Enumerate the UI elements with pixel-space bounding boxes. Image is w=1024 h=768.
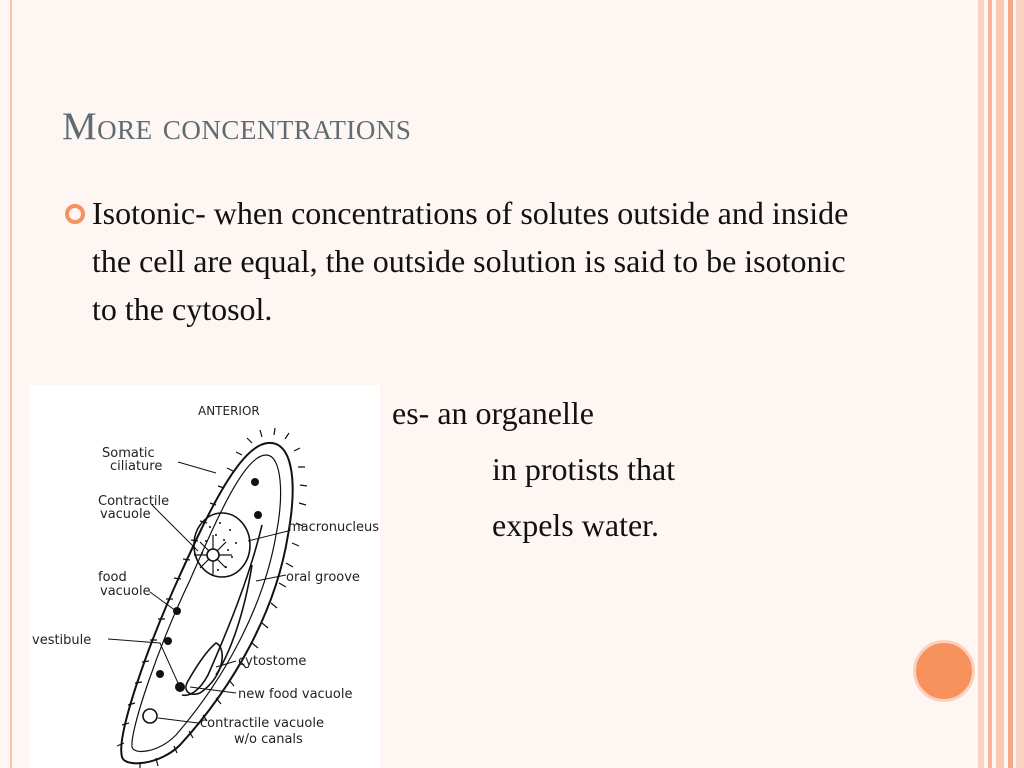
label-vacuole: vacuole bbox=[100, 507, 151, 522]
paramecium-diagram bbox=[30, 385, 380, 768]
bullet-contractile-line-3: expels water. bbox=[492, 507, 660, 543]
accent-circle-decoration bbox=[913, 640, 975, 702]
right-stripes-decoration bbox=[978, 0, 1024, 768]
left-border-line bbox=[10, 0, 12, 768]
label-contractile-vacuole: contractile vacuole bbox=[200, 716, 324, 731]
label-wo-canals: w/o canals bbox=[234, 732, 303, 747]
bullet-isotonic-text: Isotonic- when concentrations of solutes outside and inside the cell are equal, the outside solution is said to be isotonic to the cytosol. bbox=[92, 195, 849, 327]
ring-bullet-icon bbox=[64, 203, 86, 225]
label-vestibule: vestibule bbox=[32, 633, 92, 648]
label-contractile: Contractile bbox=[98, 494, 170, 509]
label-food: food bbox=[98, 570, 127, 585]
label-somatic: Somatic bbox=[102, 446, 155, 461]
label-macronucleus: macronucleus bbox=[288, 520, 380, 535]
label-oral-groove: oral groove bbox=[286, 570, 360, 585]
label-anterior: ANTERIOR bbox=[198, 404, 260, 418]
bullet-contractile-line-1: es- an organelle bbox=[392, 395, 594, 431]
bullet-contractile-line-2: in protists that bbox=[492, 451, 676, 487]
label-cytostome: cytostome bbox=[238, 654, 307, 669]
label-food-vacuole: vacuole bbox=[100, 584, 151, 599]
slide-title: More concentrations bbox=[62, 105, 412, 148]
label-ciliature: ciliature bbox=[110, 459, 163, 474]
label-new-food-vacuole: new food vacuole bbox=[238, 687, 353, 702]
paramecium-drawing bbox=[30, 385, 380, 768]
